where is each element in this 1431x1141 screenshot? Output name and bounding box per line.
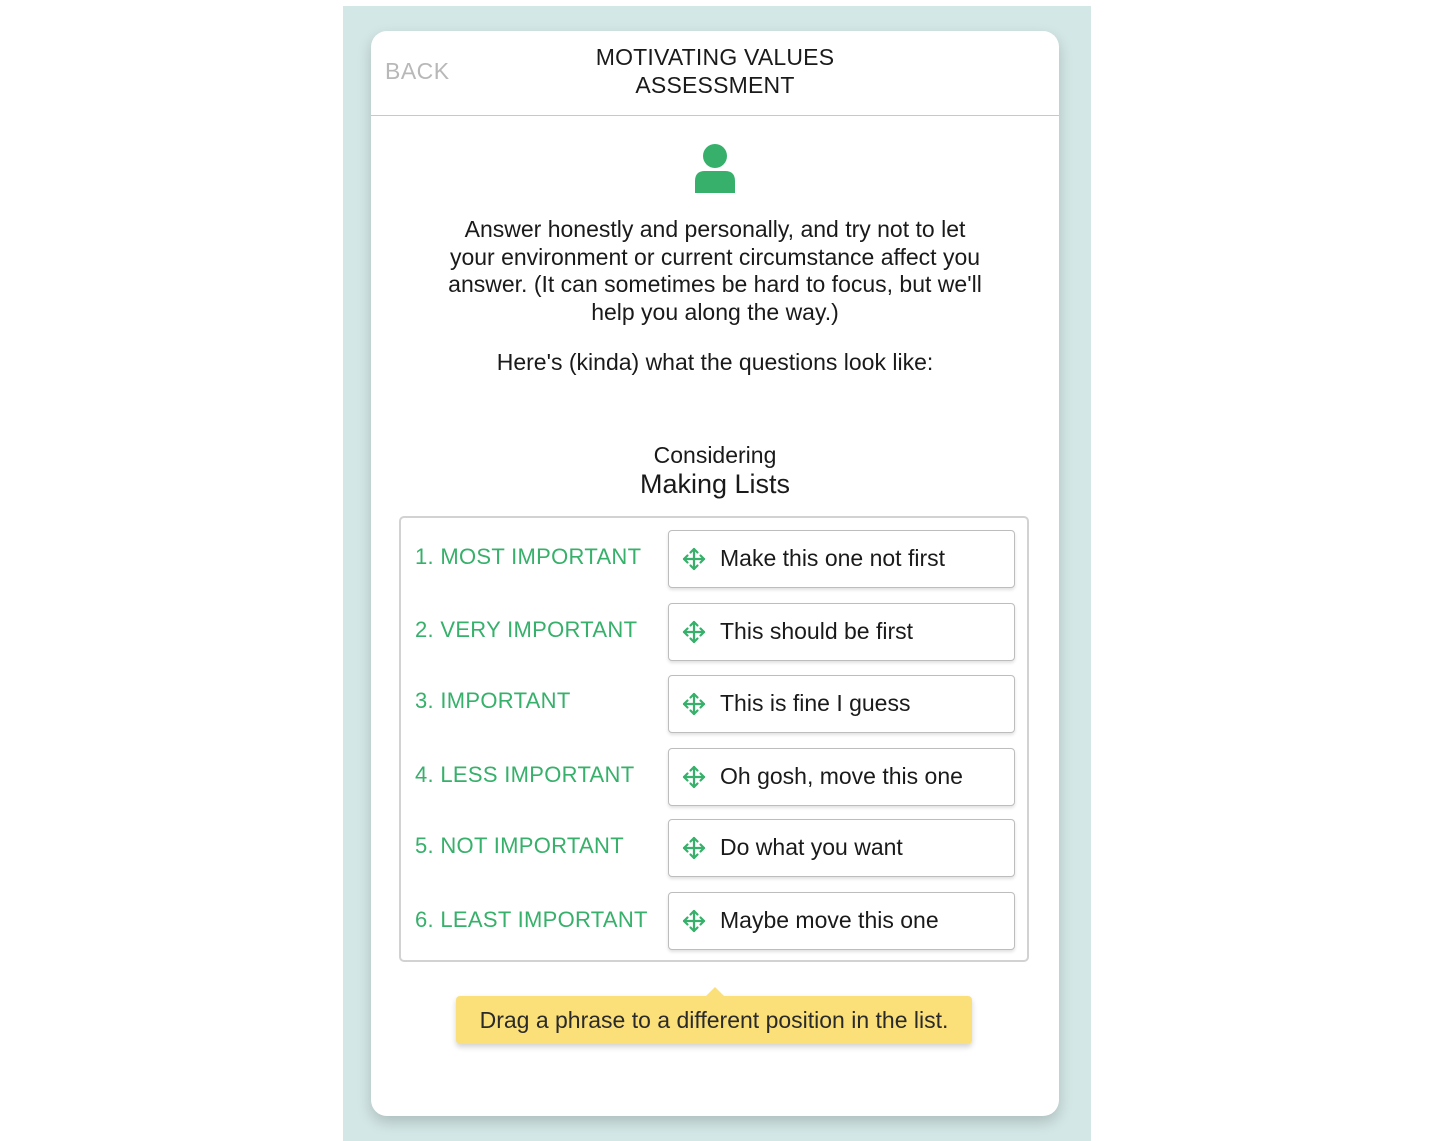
- move-icon[interactable]: [681, 546, 707, 572]
- intro-text: Answer honestly and personally, and try not to let your environment or current circumstance affect you answer. (It can sometimes be hard to focus, but we'll help you along the way.): [448, 216, 982, 325]
- move-icon[interactable]: [681, 908, 707, 934]
- item-label: This is fine I guess: [720, 690, 911, 716]
- app-frame: [343, 6, 1091, 1141]
- draggable-item-5[interactable]: [668, 819, 1015, 877]
- rank-label-1: 1. MOST IMPORTANT: [415, 544, 642, 569]
- move-icon[interactable]: [681, 619, 707, 645]
- considering-label: Considering: [653, 442, 777, 468]
- draggable-item-3[interactable]: [668, 675, 1015, 733]
- header: [371, 31, 1059, 116]
- item-label: Oh gosh, move this one: [720, 763, 963, 789]
- rank-label-3: 3. IMPORTANT: [415, 688, 571, 713]
- ranking-list: [399, 516, 1029, 962]
- item-label: This should be first: [720, 618, 914, 644]
- move-icon[interactable]: [681, 835, 707, 861]
- rank-label-2: 2. VERY IMPORTANT: [415, 617, 638, 642]
- rank-label-5: 5. NOT IMPORTANT: [415, 833, 624, 858]
- draggable-item-2[interactable]: [668, 603, 1015, 661]
- drag-hint-tooltip: Drag a phrase to a different position in the list.: [456, 996, 972, 1044]
- draggable-item-6[interactable]: [668, 892, 1015, 950]
- rank-label-4: 4. LESS IMPORTANT: [415, 762, 635, 787]
- questions-lead-text: Here's (kinda) what the questions look like:: [496, 349, 934, 375]
- draggable-item-4[interactable]: [668, 748, 1015, 806]
- back-button[interactable]: BACK: [385, 58, 450, 84]
- rank-label-6: 6. LEAST IMPORTANT: [415, 907, 648, 932]
- move-icon[interactable]: [681, 691, 707, 717]
- assessment-card: [371, 31, 1059, 1116]
- question-topic: Making Lists: [639, 469, 791, 499]
- move-icon[interactable]: [681, 764, 707, 790]
- draggable-item-1[interactable]: [668, 530, 1015, 588]
- item-label: Maybe move this one: [720, 907, 939, 933]
- item-label: Do what you want: [720, 834, 903, 860]
- item-label: Make this one not first: [720, 545, 945, 571]
- page-title: MOTIVATING VALUES ASSESSMENT: [595, 44, 835, 98]
- user-icon: [693, 143, 737, 193]
